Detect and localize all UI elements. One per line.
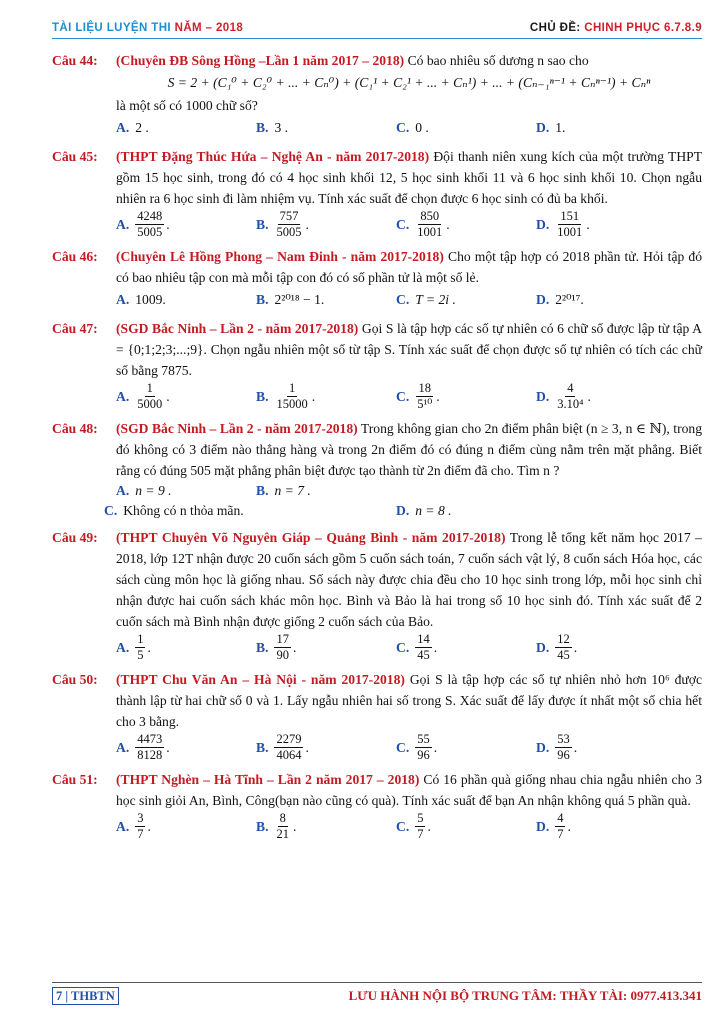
numerator: 4 [557, 811, 564, 825]
choice-b[interactable]: B. $\frac{17}{90}$ . [256, 632, 297, 662]
choice-label: D. [536, 292, 550, 307]
fraction [274, 811, 291, 842]
choice-d[interactable]: D. $\frac{12}{45}$ . [536, 632, 578, 662]
choice-a[interactable] [116, 288, 256, 312]
numerator: 18 [418, 381, 431, 395]
choice-c[interactable]: C. $\frac{18}{\text{5¹⁰}}$ . [396, 381, 440, 411]
choice-label: D. [536, 739, 550, 755]
choice-label: B. [256, 483, 269, 498]
header-topic [530, 22, 702, 34]
choice-d[interactable]: D. $\frac{151}{1001}$ . [536, 209, 590, 239]
denominator: 96 [557, 748, 570, 762]
answer-choices [116, 116, 702, 140]
choice-label: C. [104, 503, 118, 518]
numerator: 55 [417, 732, 430, 746]
choice-label: A. [116, 483, 130, 498]
question-number: Câu 50: [52, 672, 98, 687]
choice-d[interactable]: D. $\frac{53}{96}$ . [536, 732, 578, 762]
choice-label: B. [256, 216, 269, 232]
numerator: 4248 [137, 209, 163, 223]
denominator: 8128 [137, 748, 163, 762]
question-number: Câu 51: [52, 772, 98, 787]
numerator: 8 [279, 811, 286, 825]
denominator: 5¹⁰ [417, 397, 433, 411]
header-title-prefix: TÀI LIỆU LUYỆN THI [52, 22, 172, 34]
question-source: (THPT Nghèn – Hà Tĩnh – Lần 2 năm 2017 – 2018) [116, 772, 420, 787]
question-number: Câu 47: [52, 321, 98, 336]
choice-label: C. [396, 739, 410, 755]
question-list [52, 50, 702, 848]
header-topic-name: CHINH PHỤC 6.7.8.9 [584, 22, 702, 34]
footer-note: LƯU HÀNH NỘI BỘ TRUNG TÂM: THẦY TÀI: 0977.413.341 [348, 988, 702, 1003]
fraction [274, 632, 291, 663]
numerator: 151 [560, 209, 580, 223]
page-header [52, 20, 702, 39]
choice-d[interactable]: D. $\frac{4}{\text{3.10⁴}}$ . [536, 381, 591, 411]
choice-b[interactable] [256, 116, 396, 140]
fraction [415, 381, 434, 412]
page-footer [52, 982, 702, 1007]
choice-c[interactable]: C. $\frac{55}{96}$ . [396, 732, 438, 762]
fraction [274, 209, 303, 240]
numerator: 1 [288, 381, 296, 395]
numerator: 4473 [137, 732, 163, 746]
choice-c[interactable] [104, 501, 396, 521]
choice-label: B. [256, 388, 269, 404]
choice-label: D. [536, 639, 550, 655]
fraction [274, 381, 309, 412]
choice-value: 2²⁰¹⁷. [555, 292, 584, 307]
choice-label: A. [116, 292, 130, 307]
denominator: 3.10⁴ [557, 397, 584, 411]
denominator: 5000 [137, 397, 163, 411]
denominator: 7 [557, 827, 564, 841]
choice-label: D. [396, 503, 410, 518]
choice-a[interactable]: A. $\frac{1}{5}$ . [116, 632, 151, 662]
choice-label: B. [256, 120, 269, 135]
choice-a[interactable]: A. $\frac{3}{7}$ . [116, 811, 151, 841]
denominator: 90 [276, 648, 289, 662]
page-number: 7 | THBTN [52, 987, 119, 1005]
choice-value: 1. [555, 120, 566, 135]
numerator: 5 [417, 811, 424, 825]
choice-d[interactable] [536, 288, 676, 312]
question-number: Câu 48: [52, 421, 98, 436]
fraction [555, 381, 585, 412]
question-number: Câu 44: [52, 53, 98, 68]
choice-label: C. [396, 639, 410, 655]
choice-value: n = 7 . [274, 483, 311, 498]
choice-d[interactable] [396, 501, 536, 521]
choice-label: C. [396, 120, 410, 135]
choice-value: 1009. [135, 292, 166, 307]
denominator: 15000 [276, 397, 308, 411]
choice-value: T = 2i . [415, 292, 456, 307]
choice-label: B. [256, 292, 269, 307]
choice-c[interactable] [396, 116, 536, 140]
choice-label: A. [116, 639, 130, 655]
numerator: 14 [417, 632, 430, 646]
question-50 [52, 669, 702, 763]
choice-label: C. [396, 388, 410, 404]
denominator: 1001 [557, 225, 583, 239]
numerator: 1 [137, 632, 144, 646]
choice-value: n = 8 . [415, 503, 452, 518]
question-51 [52, 769, 702, 842]
numerator: 4 [567, 381, 574, 395]
header-title [52, 22, 243, 34]
fraction [415, 209, 444, 240]
question-49 [52, 527, 702, 663]
question-source: (THPT Chu Văn An – Hà Nội - năm 2017-2018) [116, 672, 405, 687]
question-formula: S = 2 + (C₁⁰ + C₂⁰ + ... + Cₙ⁰) + (C₁¹ + C₂¹ + ... + Cₙ¹) + ... + (Cₙ₋₁ⁿ⁻¹ + Cₙⁿ⁻¹) + Cₙⁿ [167, 75, 651, 90]
question-number: Câu 46: [52, 249, 98, 264]
numerator: 3 [137, 811, 144, 825]
numerator: 757 [279, 209, 299, 223]
choice-c[interactable]: C. $\frac{14}{45}$ . [396, 632, 438, 662]
choice-label: D. [536, 216, 550, 232]
choice-c[interactable] [396, 288, 536, 312]
choice-b[interactable]: B. $\frac{757}{5005}$ . [256, 209, 309, 239]
choice-label: B. [256, 639, 269, 655]
choice-label: D. [536, 818, 550, 834]
choice-b[interactable] [256, 288, 396, 312]
answer-choices [116, 209, 702, 240]
fraction [415, 732, 432, 763]
choice-b[interactable]: B. $\frac{2279}{4064}$ . [256, 732, 309, 762]
denominator: 7 [417, 827, 424, 841]
numerator: 1 [146, 381, 153, 395]
fraction [135, 632, 145, 663]
choice-label: C. [396, 216, 410, 232]
denominator: 45 [557, 648, 570, 662]
denominator: 1001 [417, 225, 443, 239]
fraction [274, 732, 303, 763]
choice-label: A. [116, 818, 130, 834]
header-topic-prefix: CHỦ ĐỀ: [529, 22, 581, 34]
choice-a[interactable]: A. $\frac{1}{5000}$ . [116, 381, 170, 411]
fraction [555, 632, 572, 663]
denominator: 4064 [276, 748, 302, 762]
question-46 [52, 246, 702, 312]
choice-label: A. [116, 216, 130, 232]
numerator: 53 [557, 732, 570, 746]
question-44 [52, 50, 702, 140]
choice-d[interactable] [536, 116, 676, 140]
choice-b[interactable] [256, 481, 396, 501]
fraction [135, 811, 145, 842]
question-source: (Chuyên Lê Hồng Phong – Nam Đinh - năm 2017-2018) [116, 249, 444, 264]
denominator: 45 [417, 648, 430, 662]
choice-label: C. [396, 292, 410, 307]
question-text: Trong không gian cho 2n điểm phân biệt (n ≥ 3, n ∈ ℕ), trong đó không có 3 điểm nào thẳng hàng và trong 2n điểm đó có đúng n điểm cùng nằm trên mặt phẳng. Biết rằng có đúng 505 mặt phẳng phân biệt được tạo thành từ 2n điểm đã cho. Tìm n ? [116, 421, 702, 478]
fraction [415, 811, 425, 842]
header-title-year: NĂM – 2018 [174, 22, 244, 34]
question-source: (Chuyên ĐB Sông Hồng –Lần 1 năm 2017 – 2018) [116, 53, 405, 68]
choice-value: 2²⁰¹⁸ − 1. [274, 292, 325, 307]
denominator: 7 [137, 827, 144, 841]
denominator: 21 [276, 827, 289, 841]
choice-c[interactable]: C. $\frac{5}{7}$ . [396, 811, 431, 841]
choice-label: A. [116, 120, 130, 135]
choice-label: A. [116, 739, 130, 755]
choice-label: B. [256, 818, 269, 834]
question-text-continued: là một số có 1000 chữ số? [116, 98, 258, 113]
question-48 [52, 418, 702, 521]
fraction [135, 209, 164, 240]
choice-value: 0 . [415, 120, 429, 135]
denominator: 5005 [137, 225, 163, 239]
fraction [415, 632, 432, 663]
question-source: (THPT Đặng Thúc Hứa – Nghệ An - năm 2017-2018) [116, 149, 430, 164]
choice-a[interactable]: A. $\frac{4248}{5005}$ . [116, 209, 170, 239]
choice-label: C. [396, 818, 410, 834]
question-source: (SGD Bắc Ninh – Lần 2 - năm 2017-2018) [116, 421, 358, 436]
answer-choices [116, 811, 702, 842]
question-text: Trong lễ tổng kết năm học 2017 – 2018, lớp 12T nhận được 20 cuốn sách gồm 5 cuốn sách toán, 7 cuốn sách vật lý, 8 cuốn sách Hóa học, các sách cùng môn học là giống nhau. Số sách này được chia đều cho 10 học sinh trong lớp, mỗi học sinh chỉ nhận được hai cuốn sách khác môn học. Bình và Bảo là hai trong số 10 học sinh đó. Tính xác suất để 2 cuốn sách mà Bình nhận được giống 2 cuốn sách của Bảo. [116, 530, 702, 629]
question-text: Có 16 phần quà giống nhau chia ngẫu nhiên cho 3 học sinh giỏi An, Bình, Công(bạn nào cũng có quà). Tính xác suất để bạn An nhận không quá 5 phần quà. [116, 772, 702, 808]
choice-label: D. [536, 388, 550, 404]
answer-choices [116, 632, 702, 663]
choice-label: B. [256, 739, 269, 755]
choice-a[interactable]: A. $\frac{4473}{8128}$ . [116, 732, 170, 762]
question-text: Đội thanh niên xung kích của một trường THPT gồm 15 học sinh, trong đó có 4 học sinh khối 12, 5 học sinh khối 11 và 6 học sinh khối 10. Chọn ngẫu nhiên ra 6 học sinh đi làm nhiệm vụ. Tính xác suất để chọn được 6 học sinh có đủ ba khối. [116, 149, 702, 206]
numerator: 12 [557, 632, 570, 646]
choice-value: Không có n thỏa mãn. [123, 503, 244, 518]
choice-b[interactable]: B. $\frac{8}{21}$ . [256, 811, 297, 841]
choice-a[interactable] [116, 481, 256, 501]
fraction [555, 209, 584, 240]
question-45 [52, 146, 702, 240]
question-text: Gọi S là tập hợp các số tự nhiên có 6 chữ số được lập từ tập A = {0;1;2;3;...;9}. Chọn ngẫu nhiên một số từ tập S. Tính xác suất để chọn được số tự nhiên có tích các chữ số bằng 7875. [116, 321, 702, 378]
choice-value: 2 . [135, 120, 149, 135]
answer-choices [116, 481, 702, 501]
denominator: 5005 [276, 225, 302, 239]
denominator: 96 [417, 748, 430, 762]
answer-choices [116, 288, 702, 312]
question-text: Có bao nhiêu số dương n sao cho [404, 53, 589, 68]
answer-choices [116, 381, 702, 412]
question-source: (SGD Bắc Ninh – Lần 2 - năm 2017-2018) [116, 321, 359, 336]
question-number: Câu 49: [52, 530, 98, 545]
question-text: Gọi S là tập hợp các số tự nhiên nhỏ hơn 10⁶ được thành lập từ hai chữ số 0 và 1. Lấy ngẫu nhiên hai số trong S. Xác suất để lấy được ít nhất một số chia hết cho 3 bằng. [116, 672, 702, 729]
numerator: 17 [276, 632, 289, 646]
choice-value: 3 . [274, 120, 289, 135]
denominator: 5 [137, 648, 144, 662]
fraction [135, 381, 164, 412]
choice-label: D. [536, 120, 550, 135]
choice-value: n = 9 . [135, 483, 172, 498]
numerator: 850 [420, 209, 440, 223]
question-source: (THPT Chuyên Võ Nguyên Giáp – Quảng Bình - năm 2017-2018) [116, 530, 506, 545]
choice-c[interactable]: C. $\frac{850}{1001}$ . [396, 209, 450, 239]
fraction [555, 811, 565, 842]
fraction [555, 732, 572, 763]
choice-a[interactable] [116, 116, 256, 140]
choice-label: A. [116, 388, 130, 404]
choice-b[interactable]: B. $\frac{1}{15000}$ . [256, 381, 316, 411]
fraction [135, 732, 164, 763]
question-number: Câu 45: [52, 149, 98, 164]
question-47 [52, 318, 702, 412]
numerator: 2279 [276, 732, 302, 746]
answer-choices [116, 732, 702, 763]
answer-choices-row-2 [104, 501, 702, 521]
question-text: Cho một tập hợp có 2018 phần tử. Hỏi tập đó có bao nhiêu tập con mà mỗi tập con đó có số phần tử là một số lẻ. [116, 249, 702, 285]
choice-d[interactable]: D. $\frac{4}{7}$ . [536, 811, 571, 841]
